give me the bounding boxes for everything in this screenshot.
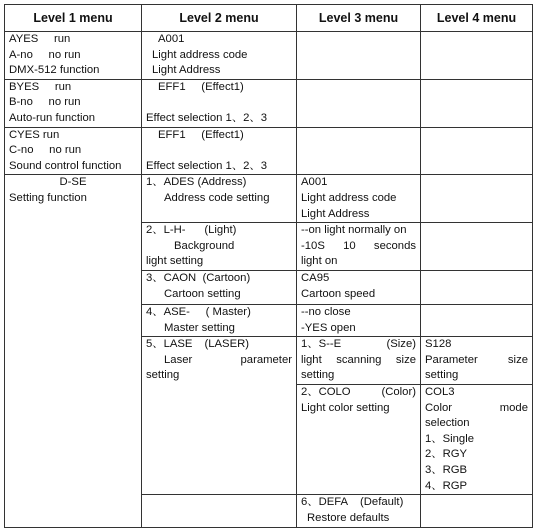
word: 1、S--E xyxy=(301,338,342,351)
text-line-justified xyxy=(301,385,416,401)
word: 10 xyxy=(343,239,356,252)
cell-byes-level2 xyxy=(142,79,297,127)
text-line-justified xyxy=(301,337,416,353)
cell-ades-level2 xyxy=(142,175,297,223)
header-level-2: Level 2 menu xyxy=(142,5,297,32)
text-line: 1、ADES (Address) xyxy=(146,176,247,189)
word: Parameter xyxy=(425,353,478,366)
text-line: A001 xyxy=(301,176,328,189)
text-line: 6、DEFA (Default) xyxy=(301,496,404,509)
word: -10S xyxy=(301,239,325,252)
text-line xyxy=(146,143,292,159)
cell-byes-level3 xyxy=(297,79,421,127)
text-line: Light address code xyxy=(152,48,248,61)
cell-ayes-level4 xyxy=(421,32,533,80)
text-line: A-no no run xyxy=(9,48,81,61)
text-line: light setting xyxy=(146,255,204,268)
text-line: selection xyxy=(425,417,470,430)
text-line: light on xyxy=(301,255,338,268)
text-line: --no close xyxy=(301,305,351,318)
text-line: Background xyxy=(174,239,235,252)
table-row-ades xyxy=(5,175,533,223)
cell-ades-level4 xyxy=(421,175,533,223)
text-line: Effect selection 1、2、3 xyxy=(146,111,267,124)
table-row-byes xyxy=(5,79,533,127)
cell-lase-color-level4 xyxy=(421,385,533,495)
cell-ayes-level1 xyxy=(5,32,142,80)
text-line: Auto-run function xyxy=(9,111,96,124)
text-line: Cartoon setting xyxy=(164,287,241,300)
text-line: Light Address xyxy=(152,64,221,77)
text-line: AYES run xyxy=(9,33,71,45)
header-row xyxy=(5,5,533,32)
cell-lh-level3 xyxy=(297,223,421,271)
text-line: Effect selection 1、2、3 xyxy=(146,159,267,172)
word: light xyxy=(301,353,322,366)
cell-cyes-level3 xyxy=(297,127,421,175)
cell-defa-level3 xyxy=(421,495,533,528)
text-line: Cartoon speed xyxy=(301,287,376,300)
cell-lase-color-level3 xyxy=(297,385,421,495)
cell-byes-level1 xyxy=(5,79,142,127)
cell-ase-level4 xyxy=(421,304,533,336)
cell-cyes-level1 xyxy=(5,127,142,175)
text-line: EFF1 (Effect1) xyxy=(158,128,244,141)
cell-dse-level1 xyxy=(5,175,142,528)
word: Laser xyxy=(164,353,193,366)
text-line: 2、RGY xyxy=(425,448,468,461)
text-line: CA95 xyxy=(301,271,330,284)
text-line: S128 xyxy=(425,338,452,351)
word: Color xyxy=(425,401,452,414)
table-row-ayes xyxy=(5,32,533,80)
text-line: 4、ASE- ( Master) xyxy=(146,305,251,318)
text-line: EFF1 (Effect1) xyxy=(158,80,244,93)
cell-defa-level1 xyxy=(142,495,297,528)
word: scanning xyxy=(336,353,382,366)
text-line: 3、RGB xyxy=(425,464,468,477)
cell-lase-level2 xyxy=(142,337,297,495)
menu-table-frame xyxy=(4,4,533,528)
text-line: Setting function xyxy=(9,191,87,204)
text-line: Light Address xyxy=(301,207,370,220)
cell-ase-level2 xyxy=(142,304,297,336)
text-line: 1、Single xyxy=(425,432,474,445)
cell-ase-level3 xyxy=(297,304,421,336)
text-line: COL3 xyxy=(425,386,455,399)
text-line: setting xyxy=(146,369,180,382)
text-line: Light color setting xyxy=(301,401,390,414)
header-level-3: Level 3 menu xyxy=(297,5,421,32)
cell-caon-level4 xyxy=(421,270,533,304)
word: parameter xyxy=(240,353,292,366)
text-line-justified xyxy=(301,239,416,255)
text-line: Light address code xyxy=(301,191,397,204)
text-line: BYES run xyxy=(9,80,72,93)
text-line: B-no no run xyxy=(9,96,81,109)
cell-defa-level2 xyxy=(297,495,421,528)
cell-lh-level4 xyxy=(421,223,533,271)
text-line: 4、RGP xyxy=(425,479,468,492)
cell-caon-level3 xyxy=(297,270,421,304)
text-line: -YES open xyxy=(301,321,356,334)
text-line-justified xyxy=(301,353,416,369)
word: (Color) xyxy=(381,386,416,399)
cell-ades-level3 xyxy=(297,175,421,223)
text-line: 3、CAON (Cartoon) xyxy=(146,271,251,284)
text-line-justified xyxy=(425,401,528,417)
text-line: Restore defaults xyxy=(307,511,390,524)
text-line: DMX-512 function xyxy=(9,64,100,77)
text-line: D-SE xyxy=(59,176,87,189)
cell-lase-size-level4 xyxy=(421,337,533,385)
text-line: C-no no run xyxy=(9,144,82,157)
word: size xyxy=(507,353,528,366)
text-line-justified xyxy=(146,353,292,369)
text-line: --on light normally on xyxy=(301,224,407,237)
word: seconds xyxy=(373,239,416,252)
text-line-justified xyxy=(425,353,528,369)
cell-cyes-level2 xyxy=(142,127,297,175)
text-line: Sound control function xyxy=(9,159,122,172)
word: (Size) xyxy=(386,338,416,351)
word: 5、LASE xyxy=(146,338,193,351)
header-level-4: Level 4 menu xyxy=(421,5,533,32)
word: size xyxy=(395,353,416,366)
cell-ayes-level3 xyxy=(297,32,421,80)
table-row-cyes xyxy=(5,127,533,175)
text-line-justified xyxy=(146,337,292,353)
cell-ayes-level2 xyxy=(142,32,297,80)
text-line: setting xyxy=(425,369,459,382)
word: (LASER) xyxy=(204,338,250,351)
text-line xyxy=(146,95,292,111)
text-line: Master setting xyxy=(164,321,235,334)
text-line: A001 xyxy=(158,33,185,45)
text-line: setting xyxy=(301,369,335,382)
cell-lh-level2 xyxy=(142,223,297,271)
text-line: 2、L-H- (Light) xyxy=(146,224,237,237)
cell-caon-level2 xyxy=(142,270,297,304)
text-line: Address code setting xyxy=(164,191,270,204)
word: 2、COLO xyxy=(301,386,351,399)
menu-table xyxy=(4,4,533,528)
header-level-1: Level 1 menu xyxy=(5,5,142,32)
cell-byes-level4 xyxy=(421,79,533,127)
cell-cyes-level4 xyxy=(421,127,533,175)
word: mode xyxy=(499,401,528,414)
cell-lase-size-level3 xyxy=(297,337,421,385)
text-line: CYES run xyxy=(9,128,60,141)
